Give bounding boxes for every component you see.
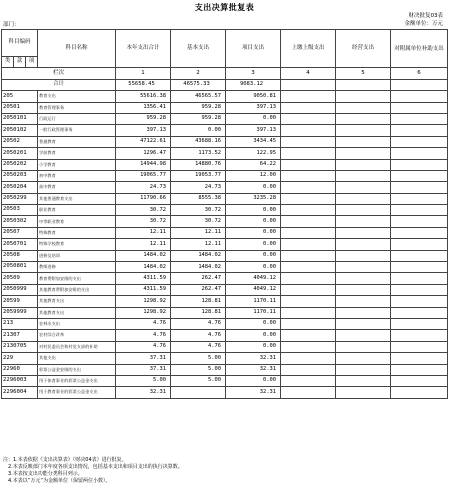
subject-code: 20507 [2,227,38,238]
total-value: 1298.92 [116,296,171,307]
basic-value [171,387,226,398]
header-lei: 类 [2,57,14,68]
total-value: 24.73 [116,182,171,193]
business-value [336,205,391,216]
subsidy-value [391,239,448,250]
header-total: 本年支出合计 [116,30,171,68]
note-line: 注：1.本表依据《支出决算表》（财决04表）进行批复。 [3,457,127,463]
seq-4: 4 [281,68,336,79]
total-value: 1296.47 [116,148,171,159]
subsidy-value [391,170,448,181]
basic-value: 19053.77 [171,170,226,181]
business-value [336,193,391,204]
project-value: 0.00 [226,182,281,193]
total-value: 55616.38 [116,91,171,102]
business-value [336,136,391,147]
upper-value [281,216,336,227]
basic-value: 46565.57 [171,91,226,102]
business-value [336,216,391,227]
subsidy-value [391,125,448,136]
basic-value: 4.76 [171,341,226,352]
project-value: 1170.11 [226,307,281,318]
table-row [2,182,448,193]
total-value: 1356.41 [116,102,171,113]
project-value: 0.00 [226,216,281,227]
business-value [336,170,391,181]
basic-value: 12.11 [171,227,226,238]
total-value: 5.00 [116,375,171,386]
header-upper: 上缴上级支出 [281,30,336,68]
header-kuan: 款 [14,57,26,68]
total-value: 14944.98 [116,159,171,170]
table-row [2,375,448,386]
department-label: 部门： [3,22,20,28]
basic-value: 128.81 [171,307,226,318]
business-value [336,330,391,341]
total-value: 959.28 [116,113,171,124]
project-value: 3434.45 [226,136,281,147]
business-value [336,125,391,136]
note-line: 2.本表反映部门本年度各项支出情况，包括基本支出和项目支出的执行决算数。 [3,464,183,470]
project-value: 0.00 [226,330,281,341]
subject-name: 特殊学校教育 [38,239,116,250]
total-value: 4.76 [116,341,171,352]
subject-code: 229 [2,353,38,364]
subject-name: 用于教育事业的彩票公益金支出 [38,387,116,398]
business-value [336,239,391,250]
subject-name: 教育管理事务 [38,102,116,113]
total-value: 1298.92 [116,307,171,318]
project-value: 32.31 [226,364,281,375]
seq-6: 6 [391,68,448,79]
basic-value: 24.73 [171,182,226,193]
subject-name: 其他教育支出 [38,296,116,307]
business-value [336,182,391,193]
subject-name: 农林水支出 [38,318,116,329]
unit-label: 金额单位：万元 [404,21,443,27]
subject-name: 小学教育 [38,159,116,170]
upper-value [281,284,336,295]
seq-1: 1 [116,68,171,79]
upper-value [281,296,336,307]
table-row [2,387,448,398]
subject-code: 2296003 [2,375,38,386]
project-value: 122.95 [226,148,281,159]
total-value: 12.11 [116,227,171,238]
notes [3,457,447,485]
project-value: 0.00 [226,239,281,250]
subject-code: 2296004 [2,387,38,398]
subject-name: 其他普通教育支出 [38,193,116,204]
business-value [336,341,391,352]
seq-2: 2 [171,68,226,79]
project-value: 1170.11 [226,296,281,307]
sum-basic: 46575.33 [171,79,226,90]
header-xiang: 项 [26,57,38,68]
sum-total: 55658.45 [116,79,171,90]
subject-name: 教育支出 [38,91,116,102]
total-value: 32.31 [116,387,171,398]
subject-code: 2050302 [2,216,38,227]
subsidy-value [391,136,448,147]
total-value: 37.31 [116,364,171,375]
basic-value: 959.28 [171,102,226,113]
table-row [2,239,448,250]
basic-value: 1484.02 [171,250,226,261]
seq-3: 3 [226,68,281,79]
table-row [2,113,448,124]
page-title: 支出决算批复表 [194,3,255,12]
project-value: 3235.28 [226,193,281,204]
subsidy-value [391,216,448,227]
table-row [2,353,448,364]
business-value [336,227,391,238]
basic-value: 1173.52 [171,148,226,159]
subsidy-value [391,318,448,329]
subject-name: 彩票公益金安排的支出 [38,364,116,375]
header-business: 经营支出 [336,30,391,68]
sum-project: 9083.12 [226,79,281,90]
subject-name: 对村民委员会和村党支部的补助 [38,341,116,352]
total-value: 4311.59 [116,273,171,284]
project-value: 32.31 [226,387,281,398]
upper-value [281,91,336,102]
subject-code: 2050102 [2,125,38,136]
subject-code: 205 [2,91,38,102]
table-row [2,307,448,318]
basic-value: 8555.38 [171,193,226,204]
project-value: 397.13 [226,125,281,136]
business-value [336,159,391,170]
upper-value [281,193,336,204]
upper-value [281,136,336,147]
sum-label: 合计 [2,79,116,90]
subject-name: 初中教育 [38,170,116,181]
sum-business [336,79,391,90]
business-value [336,353,391,364]
upper-value [281,341,336,352]
subsidy-value [391,375,448,386]
total-value: 4.76 [116,318,171,329]
table-row [2,136,448,147]
subject-name: 学前教育 [38,148,116,159]
upper-value [281,375,336,386]
subject-name: 行政运行 [38,113,116,124]
subject-name: 一般行政管理事务 [38,125,116,136]
header-subject-code: 科目编码 [2,30,38,57]
subject-code: 2050202 [2,159,38,170]
subject-code: 20508 [2,250,38,261]
basic-value: 959.28 [171,113,226,124]
subject-name: 中等职业教育 [38,216,116,227]
subsidy-value [391,148,448,159]
subsidy-value [391,182,448,193]
upper-value [281,364,336,375]
subject-code: 2050203 [2,170,38,181]
subsidy-value [391,353,448,364]
project-value: 0.00 [226,113,281,124]
table-row [2,159,448,170]
upper-value [281,387,336,398]
subject-name: 普通教育 [38,136,116,147]
subsidy-value [391,205,448,216]
upper-value [281,182,336,193]
subject-code: 2050204 [2,182,38,193]
seq-label: 栏次 [2,68,116,79]
project-value: 0.00 [226,262,281,273]
basic-value: 12.11 [171,239,226,250]
project-value: 4049.12 [226,273,281,284]
subject-code: 2050701 [2,239,38,250]
subject-name: 职业教育 [38,205,116,216]
note-line: 4.本表以“万元”为金额单位（保留两位小数）。 [3,478,111,484]
business-value [336,102,391,113]
business-value [336,91,391,102]
subject-code: 2130705 [2,341,38,352]
basic-value: 14880.76 [171,159,226,170]
expenditure-table [1,29,448,399]
business-value [336,262,391,273]
total-value: 397.13 [116,125,171,136]
table-row [2,102,448,113]
table-row [2,364,448,375]
total-value: 30.72 [116,205,171,216]
total-value: 37.31 [116,353,171,364]
subsidy-value [391,387,448,398]
upper-value [281,330,336,341]
subject-code: 2059999 [2,307,38,318]
subject-name: 用于体育事业的彩票公益金支出 [38,375,116,386]
table-row [2,170,448,181]
subject-code: 21307 [2,330,38,341]
subject-name: 其他教育费附加安排的支出 [38,284,116,295]
project-value: 9050.81 [226,91,281,102]
subsidy-value [391,227,448,238]
business-value [336,387,391,398]
table-row [2,262,448,273]
subsidy-value [391,91,448,102]
subject-name: 其他支出 [38,353,116,364]
total-value: 11790.66 [116,193,171,204]
upper-value [281,227,336,238]
sum-upper [281,79,336,90]
business-value [336,148,391,159]
upper-value [281,113,336,124]
subject-code: 20501 [2,102,38,113]
table-row [2,284,448,295]
project-value: 32.31 [226,353,281,364]
subsidy-value [391,284,448,295]
total-value: 19065.77 [116,170,171,181]
subsidy-value [391,307,448,318]
project-value: 12.00 [226,170,281,181]
basic-value: 5.00 [171,375,226,386]
subject-code: 2050299 [2,193,38,204]
basic-value: 128.81 [171,296,226,307]
basic-value: 262.47 [171,284,226,295]
table-row [2,91,448,102]
total-value: 12.11 [116,239,171,250]
project-value: 4049.12 [226,284,281,295]
note-line: 3.本表按支出功能分类科目列示。 [3,471,83,477]
upper-value [281,353,336,364]
subsidy-value [391,330,448,341]
table-row [2,273,448,284]
table-row [2,125,448,136]
header-subject-name: 科目名称 [38,30,116,68]
total-value: 47122.61 [116,136,171,147]
basic-value: 1484.02 [171,262,226,273]
upper-value [281,205,336,216]
business-value [336,296,391,307]
subsidy-value [391,296,448,307]
subject-name: 教育费附加安排的支出 [38,273,116,284]
table-row [2,296,448,307]
subject-code: 22960 [2,364,38,375]
table-row [2,318,448,329]
business-value [336,375,391,386]
subject-code: 2050101 [2,113,38,124]
project-value: 64.22 [226,159,281,170]
table-row [2,250,448,261]
basic-value: 4.76 [171,318,226,329]
basic-value: 4.76 [171,330,226,341]
subject-name: 其他教育支出 [38,307,116,318]
subject-code: 20599 [2,296,38,307]
subject-code: 20503 [2,205,38,216]
basic-value: 0.00 [171,125,226,136]
project-value: 0.00 [226,375,281,386]
business-value [336,318,391,329]
business-value [336,113,391,124]
upper-value [281,250,336,261]
subsidy-value [391,159,448,170]
upper-value [281,273,336,284]
table-row [2,227,448,238]
business-value [336,364,391,375]
business-value [336,250,391,261]
basic-value: 5.00 [171,364,226,375]
subject-code: 213 [2,318,38,329]
basic-value: 30.72 [171,205,226,216]
subject-name: 高中教育 [38,182,116,193]
table-row [2,205,448,216]
subsidy-value [391,102,448,113]
basic-value: 262.47 [171,273,226,284]
table-row [2,330,448,341]
upper-value [281,148,336,159]
subsidy-value [391,193,448,204]
subject-code: 2050999 [2,284,38,295]
subject-code: 20502 [2,136,38,147]
business-value [336,284,391,295]
subject-name: 特殊教育 [38,227,116,238]
basic-value: 5.00 [171,353,226,364]
business-value [336,273,391,284]
subject-name: 农村综合改革 [38,330,116,341]
table-row [2,193,448,204]
header-basic: 基本支出 [171,30,226,68]
project-value: 397.13 [226,102,281,113]
subsidy-value [391,341,448,352]
project-value: 0.00 [226,205,281,216]
subject-name: 进修及培训 [38,250,116,261]
subsidy-value [391,364,448,375]
subject-name: 教师进修 [38,262,116,273]
basic-value: 43688.16 [171,136,226,147]
upper-value [281,125,336,136]
subsidy-value [391,262,448,273]
upper-value [281,239,336,250]
subsidy-value [391,273,448,284]
subject-code: 20509 [2,273,38,284]
project-value: 0.00 [226,341,281,352]
upper-value [281,318,336,329]
total-value: 4.76 [116,330,171,341]
project-value: 0.00 [226,227,281,238]
total-value: 1484.02 [116,250,171,261]
upper-value [281,102,336,113]
total-value: 1484.02 [116,262,171,273]
table-row [2,216,448,227]
upper-value [281,307,336,318]
subject-code: 2050801 [2,262,38,273]
subject-code: 2050201 [2,148,38,159]
form-code: 财决批复03表 [408,13,443,19]
seq-5: 5 [336,68,391,79]
total-value: 30.72 [116,216,171,227]
table-row [2,341,448,352]
upper-value [281,170,336,181]
header-project: 项目支出 [226,30,281,68]
table-row [2,148,448,159]
upper-value [281,159,336,170]
basic-value: 30.72 [171,216,226,227]
sum-subsidy [391,79,448,90]
header-subsidy: 对附属单位补助支出 [391,30,448,68]
subsidy-value [391,250,448,261]
upper-value [281,262,336,273]
subsidy-value [391,113,448,124]
project-value: 0.00 [226,250,281,261]
total-value: 4311.59 [116,284,171,295]
project-value: 0.00 [226,318,281,329]
business-value [336,307,391,318]
